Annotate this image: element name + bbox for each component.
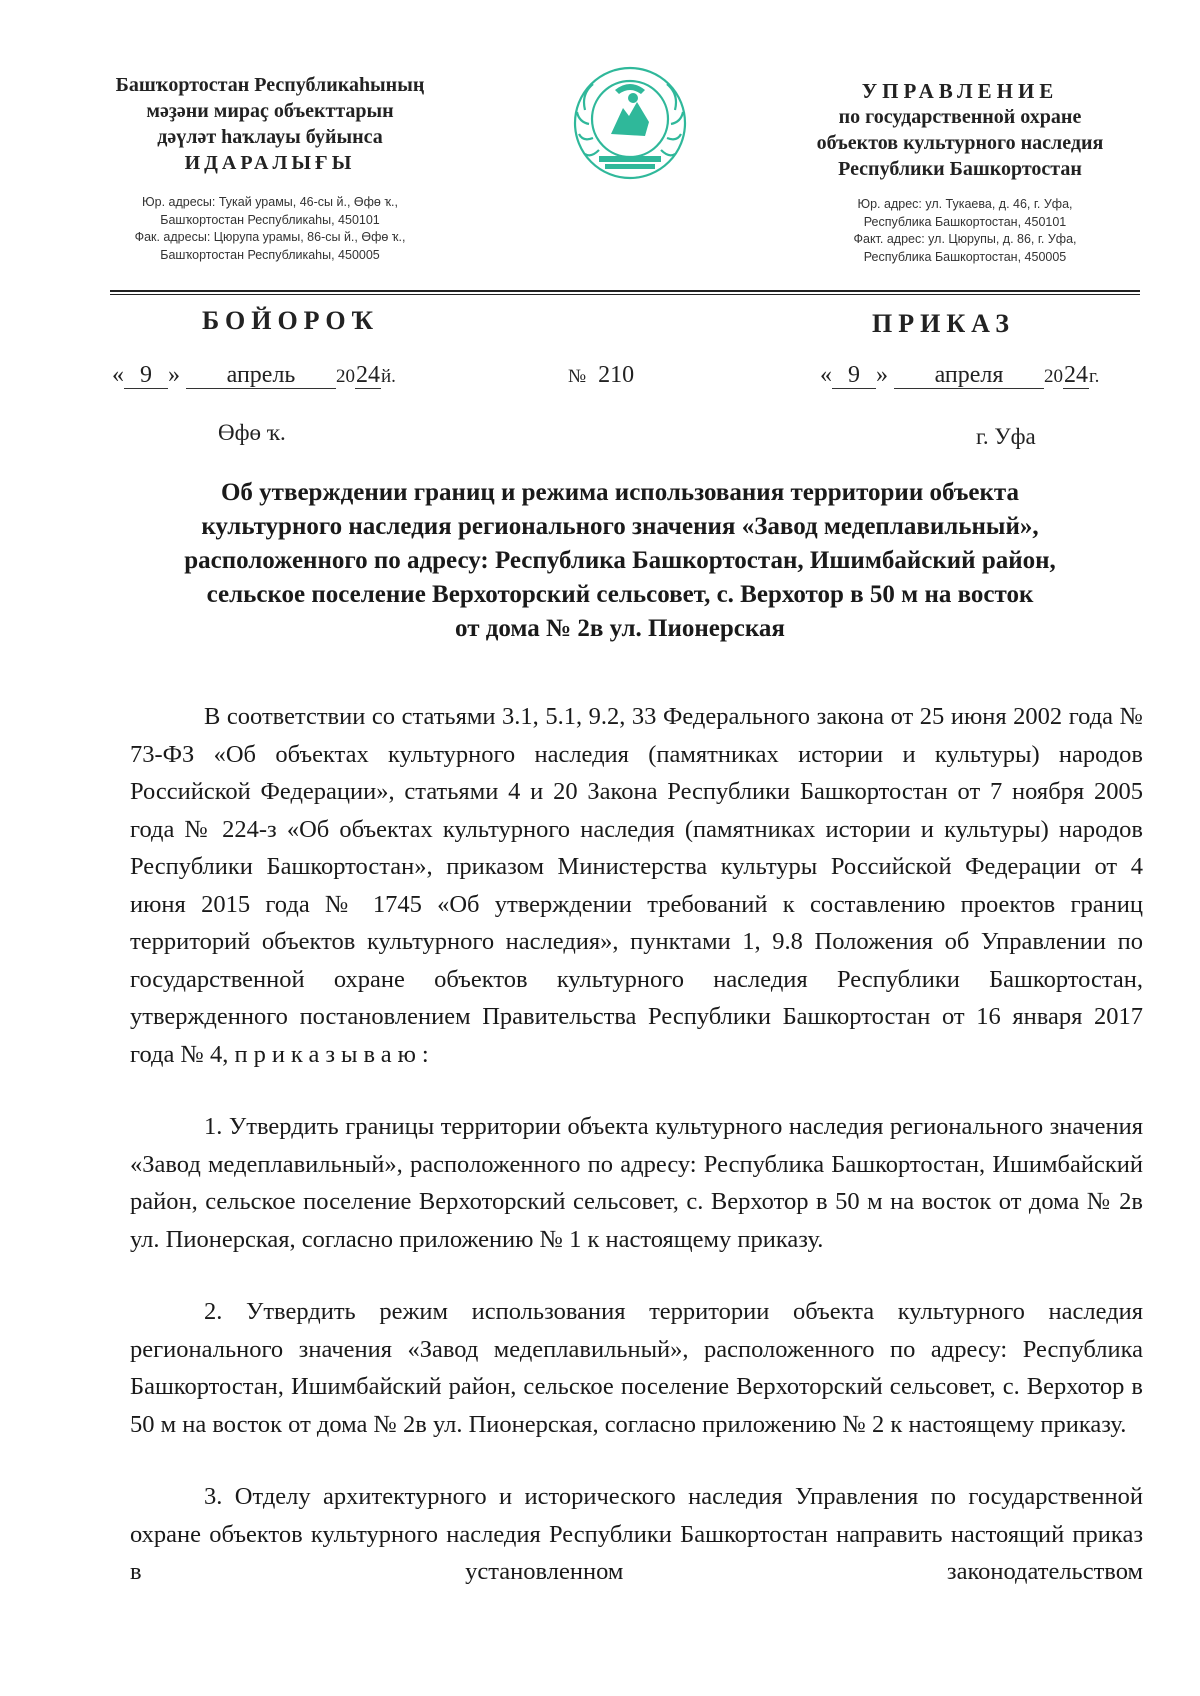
header-left-address [95,194,445,264]
number-value: 210 [598,362,635,388]
preamble-text: В соответствии со статьями 3.1, 5.1, 9.2, 33 Федерального закона от 25 июня 2002 года № 73-ФЗ «Об объектах культурного наследия (памятниках истории и культуры) народов Российской Федерации», статьями 4 и 20 Закона Республики Башкортостан от 7 ноября 2005 года № 224-з «Об объектах культурного наследия (памятниках истории и культуры) народов Республики Башкортостан», приказом Министерства культуры Российской Федерации от 4 июня 2015 года № 1745 «Об утверждении требований к составлению проектов границ территорий объектов культурного наследия», пунктами 1, 9.8 Положения об Управлении по государственной охране объектов культурного наследия Республики Башкортостан, утвержденного постановлением Правительства Республики Башкортостан от 16 января 2017 года № 4, [130,703,1143,1068]
subject-line: Об утверждении границ и режима использования территории объекта [220,479,1020,506]
address-line: Республика Башкортостан, 450101 [863,214,1067,229]
subject-line: расположенного по адресу: Республика Башкортостан, Ишимбайский район, [184,547,1056,574]
coat-of-arms-icon [571,64,689,182]
year-prefix: 20 [336,366,355,387]
order-word: приказываю: [234,1040,435,1068]
quote-open: « [820,362,832,388]
quote-close: » [168,362,180,388]
header-left-line: ИДАРАЛЫҒЫ [184,152,356,174]
date-month: апреля [894,362,1044,389]
item-paragraph: 3. Отделу архитектурного и исторического наследия Управления по государственной охране объектов культурного наследия Республики Башкортостан направить настоящий приказ в установленном законодательством [130,1483,1143,1585]
doc-title-russian: ПРИКАЗ [872,309,1016,338]
body-item-3 [130,1478,1143,1591]
body-item-2 [130,1293,1143,1443]
subject-line: от дома № 2в ул. Пионерская [455,615,785,642]
order-number [568,362,634,389]
header-right-line: объектов культурного наследия [816,132,1104,154]
date-left [112,362,396,389]
header-left-line: дәүләт һаҡлауы буйынса [157,126,383,148]
address-line: Юр. адрес: ул. Тукаева, д. 46, г. Уфа, [857,197,1073,211]
header-right-line: Республики Башкортостан [838,158,1082,180]
header-right-line: по государственной охране [838,106,1082,128]
quote-close: » [876,362,888,388]
year-prefix: 20 [1044,366,1063,387]
body-item-1 [130,1108,1143,1258]
date-month: апрель [186,362,336,389]
header-left-line: Башҡортостан Республикаһының [115,74,425,96]
address-line: Республика Башкортостан, 450005 [863,249,1067,264]
doc-title-bashkir: БОЙОРОҠ [202,306,380,335]
date-right [820,362,1099,389]
address-line: Юр. адресы: Тукай урамы, 46-сы й., Өфө ҡ., [142,195,398,209]
header-left-org-name [80,72,460,176]
city-russian: г. Уфа [976,424,1036,449]
body-preamble [130,698,1143,1073]
address-line: Фак. адресы: Цюрупа урамы, 86-сы й., Өфө ҡ., [134,230,406,244]
header-divider [110,290,1140,292]
address-line: Факт. адрес: ул. Цюрупы, д. 86, г. Уфа, [853,232,1077,246]
preamble-paragraph [130,698,1143,1073]
header-right-address [790,196,1140,266]
city-bashkir: Өфө ҡ. [218,420,286,445]
year-suffix: 24 [1064,362,1088,388]
quote-open: « [112,362,124,388]
header-right-line: УПРАВЛЕНИЕ [861,79,1059,103]
item-paragraph: 2. Утвердить режим использования территории объекта культурного наследия регионального значения «Завод медеплавильный», расположенного по адресу: Республика Башкортостан, Ишимбайский район, сельское поселение Верхоторский сельсовет, с. Верхотор в 50 м на восток от дома № 2в ул. Пионерская, согласно приложению № 2 к настоящему приказу. [130,1298,1143,1438]
address-line: Башҡортостан Республикаһы, 450101 [160,212,380,227]
year-mark: г. [1089,366,1100,387]
item-paragraph: 1. Утвердить границы территории объекта культурного наследия регионального значения «Завод медеплавильный», расположенного по адресу: Республика Башкортостан, Ишимбайский район, сельское поселение Верхоторский сельсовет, с. Верхотор в 50 м на восток от дома № 2в ул. Пионерская, согласно приложению № 1 к настоящему приказу. [130,1113,1143,1253]
subject-line: культурного наследия регионального значения «Завод медеплавильный», [201,513,1039,540]
year-suffix: 24 [356,362,380,388]
address-line: Башҡортостан Республикаһы, 450005 [160,247,380,262]
date-day: 9 [124,362,168,389]
number-sign: № [568,366,587,387]
year-mark: й. [381,366,396,387]
header-divider-thin [110,294,1140,295]
subject-line: сельское поселение Верхоторский сельсовет, с. Верхотор в 50 м на восток [206,581,1034,608]
header-left-line: мәҙәни мираҫ объекттарын [146,100,394,122]
date-day: 9 [832,362,876,389]
header-right-org-name [770,78,1150,182]
order-subject [120,476,1120,646]
